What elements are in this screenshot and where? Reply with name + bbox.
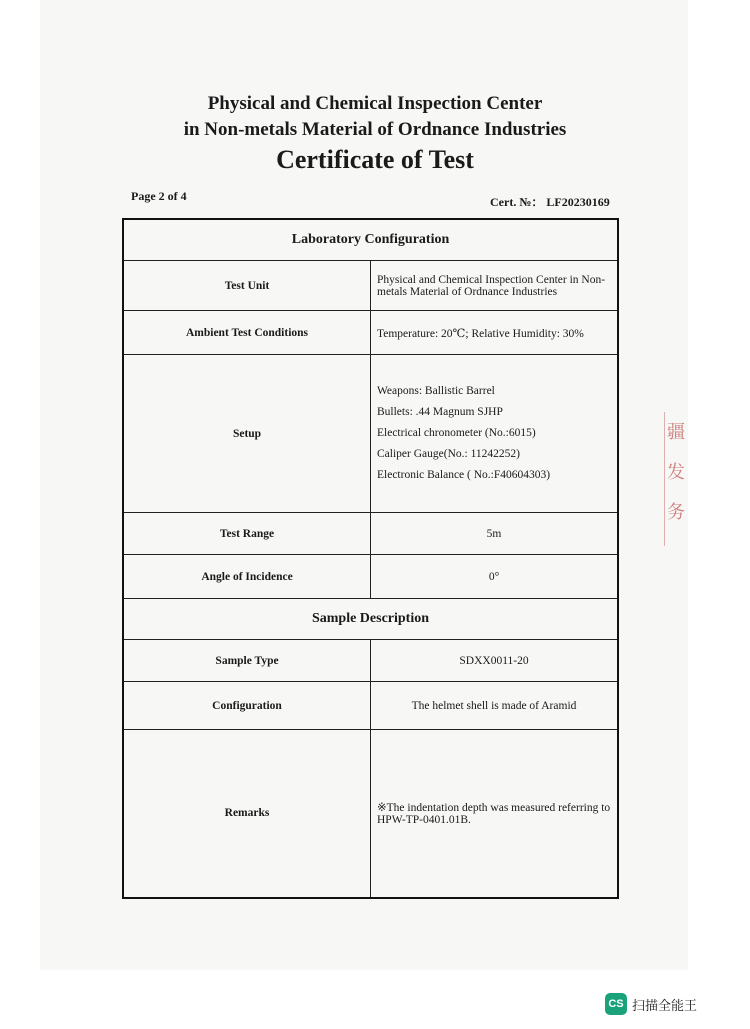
- table-row: [123, 355, 618, 513]
- scanner-app-name: 扫描全能王: [632, 999, 698, 1014]
- test-range-value: 5m: [371, 513, 619, 555]
- remarks-label: Remarks: [123, 730, 371, 898]
- page-number: Page 2 of 4: [131, 189, 187, 203]
- certificate-table: [122, 218, 619, 899]
- ambient-conditions-value: Temperature: 20℃; Relative Humidity: 30%: [371, 311, 619, 355]
- table-row: [123, 682, 618, 730]
- sample-type-value: SDXX0011-20: [371, 640, 619, 682]
- cert-number: [490, 193, 610, 210]
- configuration-label: Configuration: [123, 682, 371, 730]
- table-row: [123, 555, 618, 599]
- angle-of-incidence-value: 0°: [371, 555, 619, 599]
- setup-value: [371, 355, 619, 513]
- sample-type-label: Sample Type: [123, 640, 371, 682]
- table-row: [123, 640, 618, 682]
- table-row: [123, 261, 618, 311]
- issuer-name-line2: in Non-metals Material of Ordnance Industries: [183, 119, 567, 140]
- setup-line: Electronic Balance ( No.:F40604303): [377, 469, 551, 481]
- scanner-app-logo: CS: [605, 993, 627, 1015]
- table-row: [123, 311, 618, 355]
- setup-label: Setup: [123, 355, 371, 513]
- setup-line: Caliper Gauge(No.: 11242252): [377, 448, 520, 460]
- setup-line: Weapons: Ballistic Barrel: [377, 385, 495, 397]
- remarks-value: ※The indentation depth was measured referring to HPW-TP-0401.01B.: [371, 730, 619, 898]
- test-unit-label: Test Unit: [123, 261, 371, 311]
- ambient-conditions-label: Ambient Test Conditions: [123, 311, 371, 355]
- cert-number-label: Cert. №：: [490, 195, 544, 209]
- table-row: [123, 730, 618, 898]
- page-title: Certificate of Test: [276, 145, 474, 174]
- configuration-value: The helmet shell is made of Aramid: [371, 682, 619, 730]
- seal-stamp: 疆 发 务: [664, 412, 687, 546]
- sample-description-heading: Sample Description: [123, 599, 618, 640]
- setup-line: Electrical chronometer (No.:6015): [377, 427, 536, 439]
- test-unit-value: Physical and Chemical Inspection Center in Non-metals Material of Ordnance Industries: [371, 261, 619, 311]
- test-range-label: Test Range: [123, 513, 371, 555]
- angle-of-incidence-label: Angle of Incidence: [123, 555, 371, 599]
- lab-config-heading: Laboratory Configuration: [123, 219, 618, 261]
- table-row: [123, 513, 618, 555]
- cert-number-value: LF20230169: [546, 195, 610, 209]
- issuer-name-line1: Physical and Chemical Inspection Center: [207, 93, 543, 114]
- setup-line: Bullets: .44 Magnum SJHP: [377, 406, 503, 418]
